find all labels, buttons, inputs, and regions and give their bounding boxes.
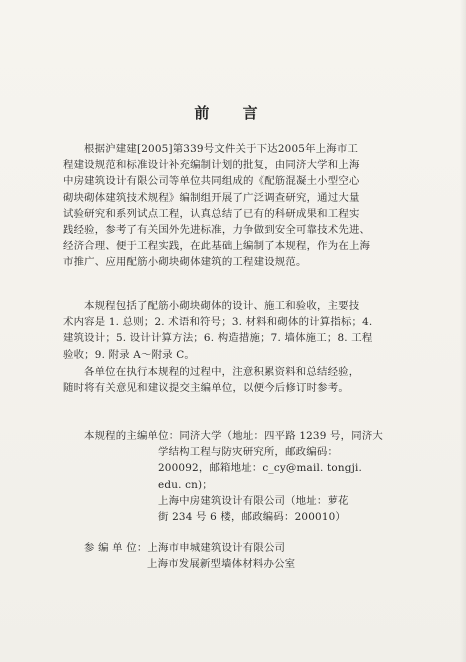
text-line: 术内容是 1. 总则；2. 术语和符号；3. 材料和砌体的计算指标；4. [63,316,373,329]
text-line: 随时将有关意见和建议提交主编单位，以便今后修订时参考。 [63,382,349,395]
text-line: 本规程包括了配筋小砌块砌体的设计、施工和验收，主要技 [84,300,360,312]
paragraph-contents [63,298,405,363]
text-line: 践经验，参考了有关国外先进标准，力争做到安全可靠技术先进、 [63,224,371,237]
text-line: 中房建筑设计有限公司等单位共同组成的《配筋混凝土小型空心 [63,175,360,188]
text-line: 本规程的主编单位：同济大学（地址：四平路 1239 号，同济大 [84,430,384,442]
text-line: 砌块砌体建筑技术规程》编制组开展了广泛调查研究，通过大量 [63,191,360,204]
text-line: 上海中房建筑设计有限公司（地址：萝花 [158,494,349,507]
text-line: edu. cn)； [158,478,213,491]
text-line: 学结构工程与防灾研究所，邮政编码： [158,446,339,459]
chief-editor-units [63,428,405,525]
paragraph-feedback [63,364,405,396]
text-line: 根据沪建建[2005]第339号文件关于下达2005年上海市工 [84,143,359,155]
text-line: 参 编 单 位：上海市申城建筑设计有限公司 [84,542,286,554]
text-line: 市推广、应用配筋小砌块砌体建筑的工程建设规范。 [63,256,307,269]
participating-units [63,540,405,572]
text-line: 建筑设计；5. 设计计算方法；6. 构造措施；7. 墙体施工；8. 工程 [63,332,373,345]
text-line: 试验研究和系列试点工程，认真总结了已有的科研成果和工程实 [63,207,360,220]
paragraph-background [63,141,405,271]
text-line: 200092，邮箱地址：c_cy@mail. tongji. [158,462,363,475]
text-line: 验收；9. 附录 A～附录 C。 [63,348,195,361]
text-line: 经济合理、便于工程实践，在此基础上编制了本规程，作为在上海 [63,240,371,253]
text-line: 街 234 号 6 楼，邮政编码：200010） [158,511,347,524]
page-edge-shadow [460,0,466,662]
page-title: 前 言 [194,104,272,122]
text-line: 各单位在执行本规程的过程中，注意积累资料和总结经验， [84,366,360,378]
text-line: 程建设规范和标准设计补充编制计划的批复，由同济大学和上海 [63,159,360,172]
text-line: 上海市发展新型墙体材料办公室 [147,558,296,571]
